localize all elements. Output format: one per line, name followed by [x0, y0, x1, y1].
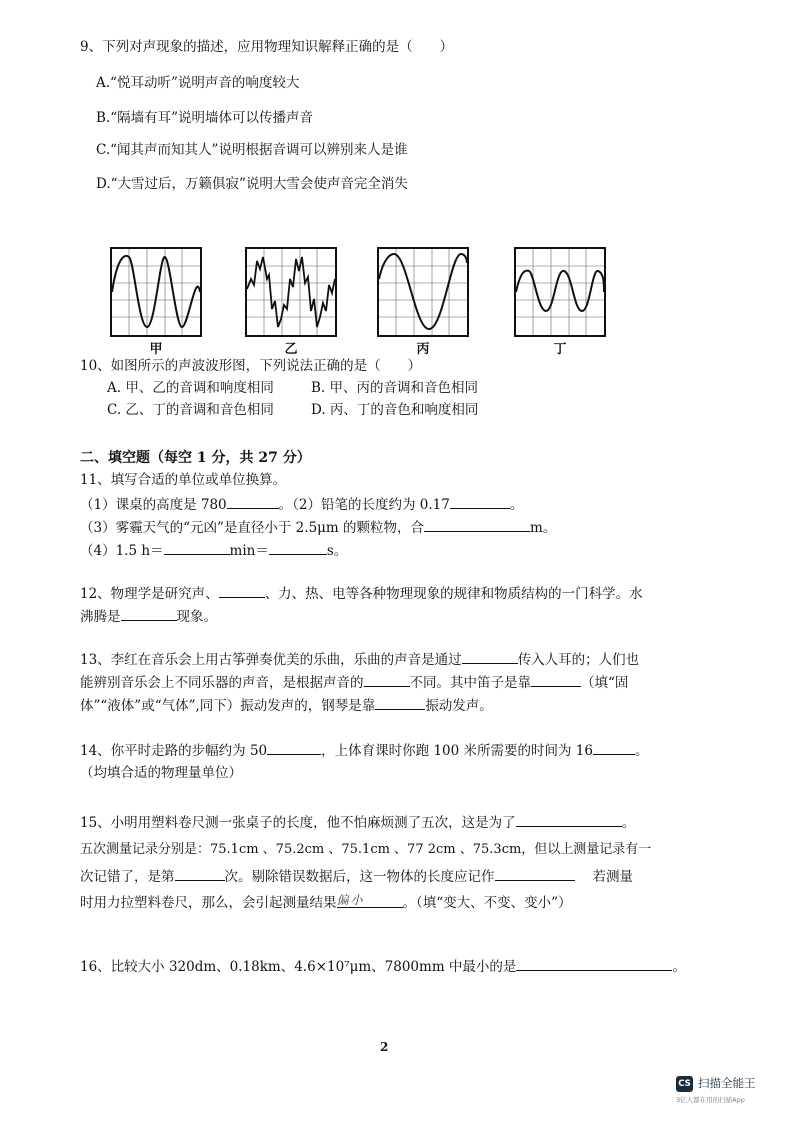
q13-text-2: 传入人耳的；人们也	[517, 652, 640, 668]
q16-text-2: 。	[672, 959, 686, 975]
waveform-label-ding: 丁	[553, 342, 567, 357]
q15-handwritten-answer: 偏小	[336, 893, 365, 907]
q12-text-3: 沸腾是	[80, 609, 121, 625]
q15-line-2: 五次测量记录分别是：75.1cm 、75.2cm 、75.1cm 、77 2cm 、75.3cm，但以上测量记录有一	[80, 842, 652, 857]
q12-text-2: 、力、热、电等各种物理现象的规律和物质结构的一门科学。水	[264, 586, 643, 602]
q15-blank-1[interactable]	[516, 813, 622, 827]
q15-text-3: 次记错了，是第	[80, 869, 175, 885]
q13-text-5: （填“固	[581, 675, 629, 691]
q12-text-4: 现象。	[176, 609, 217, 625]
q15-blank-3[interactable]	[495, 867, 575, 881]
q16-line	[80, 957, 686, 976]
waveform-yi	[245, 247, 337, 337]
q15-text-2: 。	[621, 815, 636, 831]
q15-text-6: 时用力拉塑料卷尺，那么，会引起测量结果	[80, 895, 337, 911]
q11-blank-5[interactable]	[269, 541, 327, 555]
q10-option-d: D. 丙、丁的音色和响度相同	[311, 402, 479, 418]
q14-text-2: ，上体育课时你跑 100 米所需要的时间为 16	[321, 743, 593, 759]
q13-text-6: 体”“液体”或“气体”,同下）振动发声的，钢琴是靠	[80, 698, 376, 714]
q13-blank-1[interactable]	[462, 650, 518, 664]
q15-blank-4[interactable]	[337, 894, 403, 908]
q14-blank-1[interactable]	[267, 741, 321, 755]
q14-text-1: 14、你平时走路的步幅约为 50	[80, 743, 268, 759]
waveform-yi-curve	[247, 257, 335, 327]
scanner-tagline: 3亿人都在用的扫描App	[676, 1096, 745, 1104]
q15-text-7: 。（填“变大、不变、变小”）	[402, 895, 572, 911]
q13-line-3	[80, 696, 493, 715]
q15-text-4: 次。剔除错误数据后，这一物体的长度应记作	[224, 869, 495, 885]
scanner-watermark	[676, 1075, 786, 1109]
q11-stem: 11、填写合适的单位或单位换算。	[80, 472, 287, 488]
q16-text-1: 16、比较大小 320dm、0.18km、4.6×10⁷μm、7800mm 中最小的是	[80, 959, 517, 975]
waveform-label-yi: 乙	[284, 342, 298, 357]
q12-line-1	[80, 584, 643, 603]
q15-text-1: 15、小明用塑料卷尺测一张桌子的长度，他不怕麻烦测了五次，这是为了	[80, 815, 516, 831]
section-heading-fill-in: 二、填空题（每空 1 分，共 27 分）	[80, 450, 311, 466]
q11-part4-end: s。	[326, 543, 348, 559]
q15-line-1	[80, 813, 635, 832]
q9-stem: 9、下列对声现象的描述，应用物理知识解释正确的是（ ）	[80, 39, 454, 55]
q11-blank-4[interactable]	[164, 541, 230, 555]
q13-text-7: 振动发声。	[425, 698, 493, 714]
q11-part1-text: （1）课桌的高度是 780	[80, 497, 227, 513]
q11-line-4	[80, 541, 347, 560]
q12-blank-2[interactable]	[121, 607, 177, 621]
q10-option-b: B. 甲、丙的音调和音色相同	[311, 380, 479, 396]
q15-blank-2[interactable]	[175, 867, 225, 881]
q13-blank-2[interactable]	[364, 673, 410, 687]
page-number: 2	[380, 1040, 389, 1054]
q14-text-3: 。	[634, 743, 649, 759]
q13-line-1	[80, 650, 639, 669]
waveform-label-bing: 丙	[416, 342, 430, 357]
q10-stem: 10、如图所示的声波波形图，下列说法正确的是（ ）	[80, 358, 422, 374]
q11-line-3	[80, 518, 556, 537]
q10-option-a: A. 甲、乙的音调和响度相同	[107, 380, 274, 396]
cs-logo-icon: CS	[676, 1076, 693, 1092]
q12-blank-1[interactable]	[219, 584, 265, 598]
waveform-bing	[377, 247, 469, 337]
waveform-jia-curve	[112, 256, 200, 327]
q13-text-4: 不同。其中笛子是靠	[409, 675, 531, 691]
q12-text-1: 12、物理学是研究声、	[80, 586, 219, 602]
q13-line-2	[80, 673, 628, 692]
q11-part3-text: （3）雾霾天气的“元凶”是直径小于 2.5μm 的颗粒物，合	[80, 520, 425, 536]
q9-option-b: B.“隔墙有耳”说明墙体可以传播声音	[96, 110, 314, 126]
q9-option-d: D.“大雪过后，万籁俱寂”说明大雪会使声音完全消失	[96, 176, 408, 192]
q14-line-2: （均填合适的物理量单位）	[80, 765, 242, 781]
q13-blank-3[interactable]	[531, 673, 581, 687]
waveform-bing-curve	[379, 254, 467, 329]
q12-line-2	[80, 607, 217, 626]
q10-option-c: C. 乙、丁的音调和音色相同	[107, 402, 274, 418]
waveform-jia	[110, 247, 202, 337]
waveform-label-jia: 甲	[149, 342, 163, 357]
q15-line-4	[80, 894, 572, 912]
q11-part3-end: m。	[530, 520, 557, 536]
q11-blank-3[interactable]	[424, 518, 530, 532]
q9-option-a: A.“悦耳动听”说明声音的响度较大	[96, 75, 300, 91]
waveform-ding-curve	[516, 271, 604, 311]
q11-line1-end: 。	[509, 497, 524, 513]
q15-text-5: 若测量	[592, 869, 633, 885]
q15-line-3	[80, 867, 633, 886]
q13-text-1: 13、李红在音乐会上用古筝弹奏优美的乐曲，乐曲的声音是通过	[80, 652, 462, 668]
q14-blank-2[interactable]	[593, 741, 635, 755]
q11-line-1	[80, 495, 523, 514]
q11-blank-2[interactable]	[450, 495, 510, 509]
q9-option-c: C.“闻其声而知其人”说明根据音调可以辨别来人是谁	[96, 142, 408, 158]
q11-blank-1[interactable]	[227, 495, 279, 509]
q11-part4-text: （4）1.5 h＝	[80, 543, 164, 559]
q16-blank[interactable]	[516, 957, 672, 971]
q13-blank-4[interactable]	[375, 696, 425, 710]
q11-part2-text: 。（2）铅笔的长度约为 0.17	[278, 497, 450, 513]
scanner-app-name: 扫描全能王	[698, 1076, 756, 1090]
waveform-ding	[514, 247, 606, 337]
q13-text-3: 能辨别音乐会上不同乐器的声音，是根据声音的	[80, 675, 364, 691]
q14-line-1	[80, 741, 648, 760]
q11-part4-mid: min＝	[229, 543, 269, 559]
